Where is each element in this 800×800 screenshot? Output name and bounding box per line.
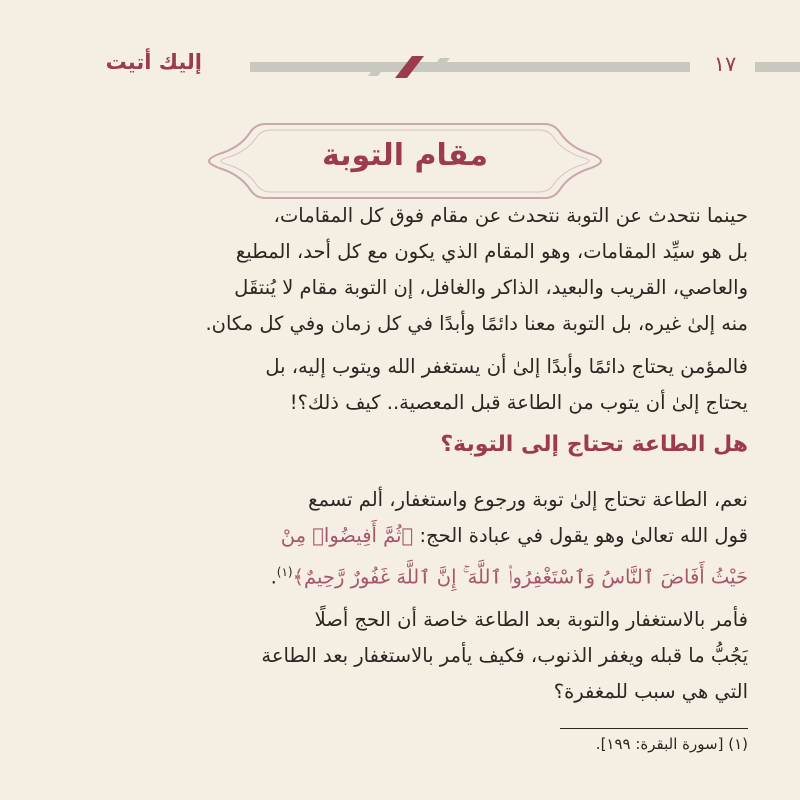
- chapter-title: مقام التوبة: [322, 138, 488, 173]
- text-line: منه إلىٰ غيره، بل التوبة معنا دائمًا وأبدًا في كل زمان وفي كل مكان.: [205, 312, 748, 335]
- quran-verse-end: حَيْثُ أَفَاضَ ٱلنَّاسُ وَٱسْتَغْفِرُوا۟ ٱللَّهَ ۚ إِنَّ ٱللَّهَ غَفُورٌ رَّحِيمٌ﴾: [292, 565, 748, 589]
- page-number: ١٧: [713, 52, 737, 76]
- running-header-title: إليك أتيت: [105, 50, 202, 74]
- footnote: (١) [سورة البقرة: ١٩٩].: [595, 735, 748, 753]
- paragraph-3: [56, 482, 748, 596]
- text-run: قول الله تعالىٰ وهو يقول في عبادة الحج:: [413, 524, 748, 547]
- footnote-reference: (١): [276, 565, 293, 579]
- paragraph-2: [56, 349, 748, 421]
- quran-verse-start: ﴿ثُمَّ أَفِيضُوا۟ مِنْ: [280, 524, 414, 547]
- text-line: [56, 518, 748, 554]
- footnote-separator: [560, 728, 748, 729]
- text-line: حينما نتحدث عن التوبة نتحدث عن مقام فوق كل المقامات،: [273, 204, 748, 227]
- paragraph-1: [56, 198, 748, 342]
- text-line: نعم، الطاعة تحتاج إلىٰ توبة ورجوع واستغفار، ألم تسمع: [308, 488, 748, 511]
- sentence-end: .: [270, 565, 277, 589]
- section-heading: هل الطاعة تحتاج إلى التوبة؟: [440, 432, 748, 457]
- paragraph-4: [56, 602, 748, 710]
- text-line: التي هي سبب للمغفرة؟: [553, 680, 748, 703]
- text-line: بل هو سيِّد المقامات، وهو المقام الذي يكون مع كل أحد، المطيع: [235, 240, 748, 263]
- text-line: فأمر بالاستغفار والتوبة بعد الطاعة خاصة أن الحج أصلًا: [314, 608, 748, 631]
- text-line: فالمؤمن يحتاج دائمًا وأبدًا إلىٰ أن يستغفر الله ويتوب إليه، بل: [265, 355, 748, 378]
- text-line: والعاصي، القريب والبعيد، الذاكر والغافل، إن التوبة مقام لا يُنتقَل: [234, 276, 748, 299]
- text-line: يحتاج إلىٰ أن يتوب من الطاعة قبل المعصية.. كيف ذلك؟!: [289, 391, 748, 414]
- text-line: يَجُبُّ ما قبله ويغفر الذنوب، فكيف يأمر بالاستغفار بعد الطاعة: [261, 644, 748, 667]
- text-line: [56, 554, 748, 596]
